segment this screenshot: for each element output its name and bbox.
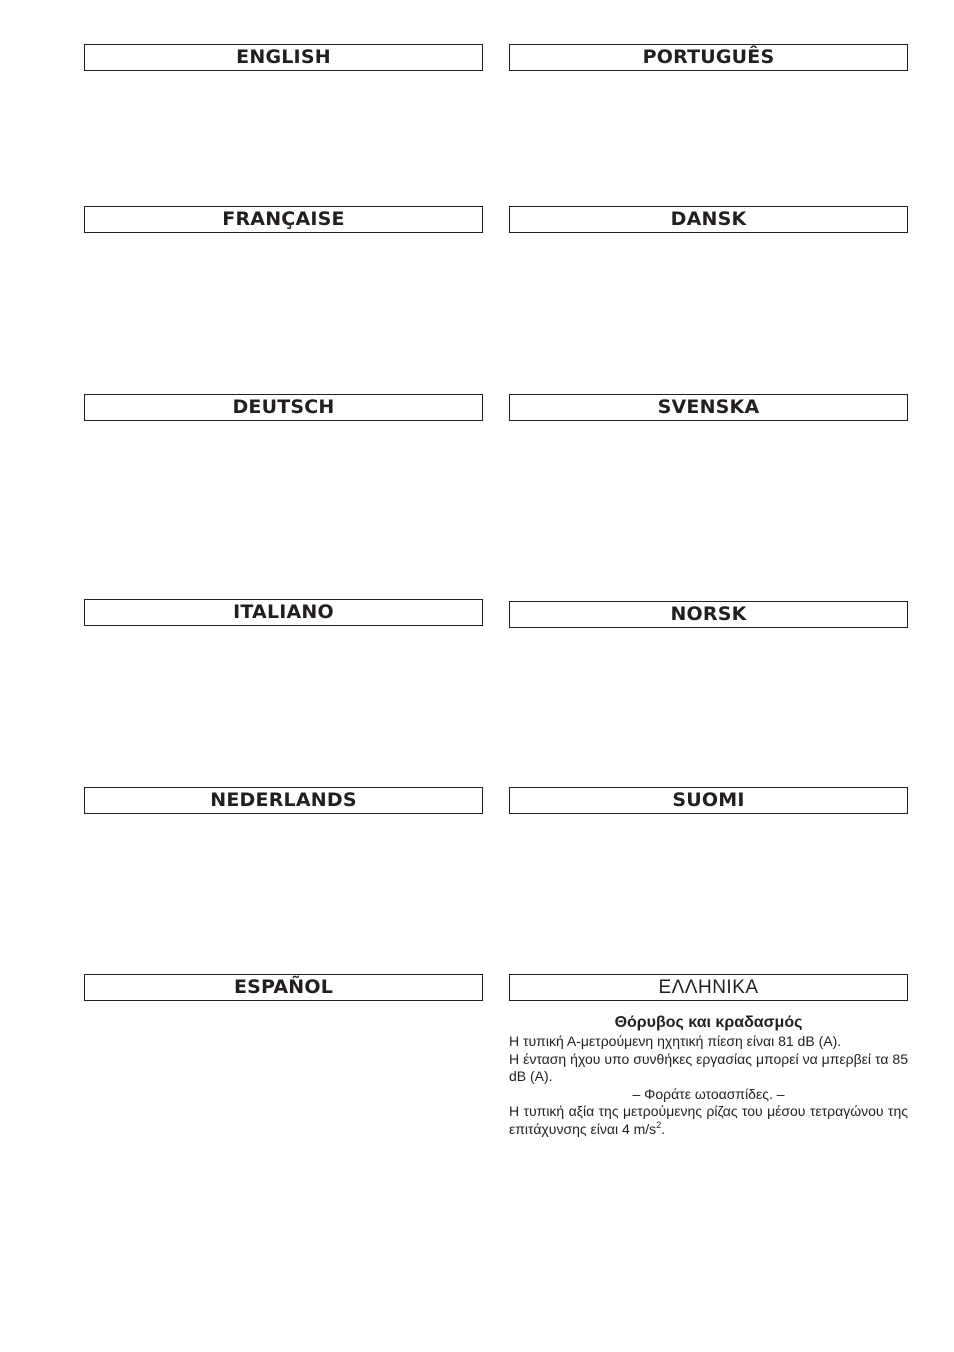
language-header-english: ENGLISH bbox=[84, 44, 483, 71]
language-header-portugues: PORTUGUÊS bbox=[509, 44, 908, 71]
section-title: Θόρυβος και κραδασμός bbox=[614, 1014, 803, 1031]
language-header-nederlands: NEDERLANDS bbox=[84, 787, 483, 814]
language-header-norsk: NORSK bbox=[509, 601, 908, 628]
vibration-text-end: . bbox=[661, 1120, 666, 1137]
sound-level-text: Η ένταση ήχου υπο συνθήκες εργασίας μπορεί να μπερβεί τα 85 dB (A). bbox=[509, 1050, 908, 1084]
language-header-francaise: FRANÇAISE bbox=[84, 206, 483, 233]
language-header-deutsch: DEUTSCH bbox=[84, 394, 483, 421]
vibration-text bbox=[509, 1103, 908, 1138]
ear-protection-warning: – Φοράτε ωτοασπίδες. – bbox=[632, 1085, 785, 1102]
vibration-superscript: 2 bbox=[656, 1119, 662, 1130]
sound-pressure-text: Η τυπική Α-μετρούμενη ηχητική πίεση είναι 81 dB (A). bbox=[509, 1033, 842, 1049]
language-header-suomi: SUOMI bbox=[509, 787, 908, 814]
language-header-espanol: ESPAÑOL bbox=[84, 974, 483, 1001]
vibration-text-main: Η τυπική αξία της μετρούμενης ρίζας του μέσου τετραγώνου της επιτάχυνσης είναι 4 m/s bbox=[509, 1103, 908, 1137]
language-header-ellinika: ΕΛΛΗΝΙΚΑ bbox=[509, 974, 908, 1001]
language-header-italiano: ITALIANO bbox=[84, 599, 483, 626]
language-header-dansk: DANSK bbox=[509, 206, 908, 233]
language-header-svenska: SVENSKA bbox=[509, 394, 908, 421]
greek-noise-vibration-section bbox=[509, 1013, 908, 1138]
